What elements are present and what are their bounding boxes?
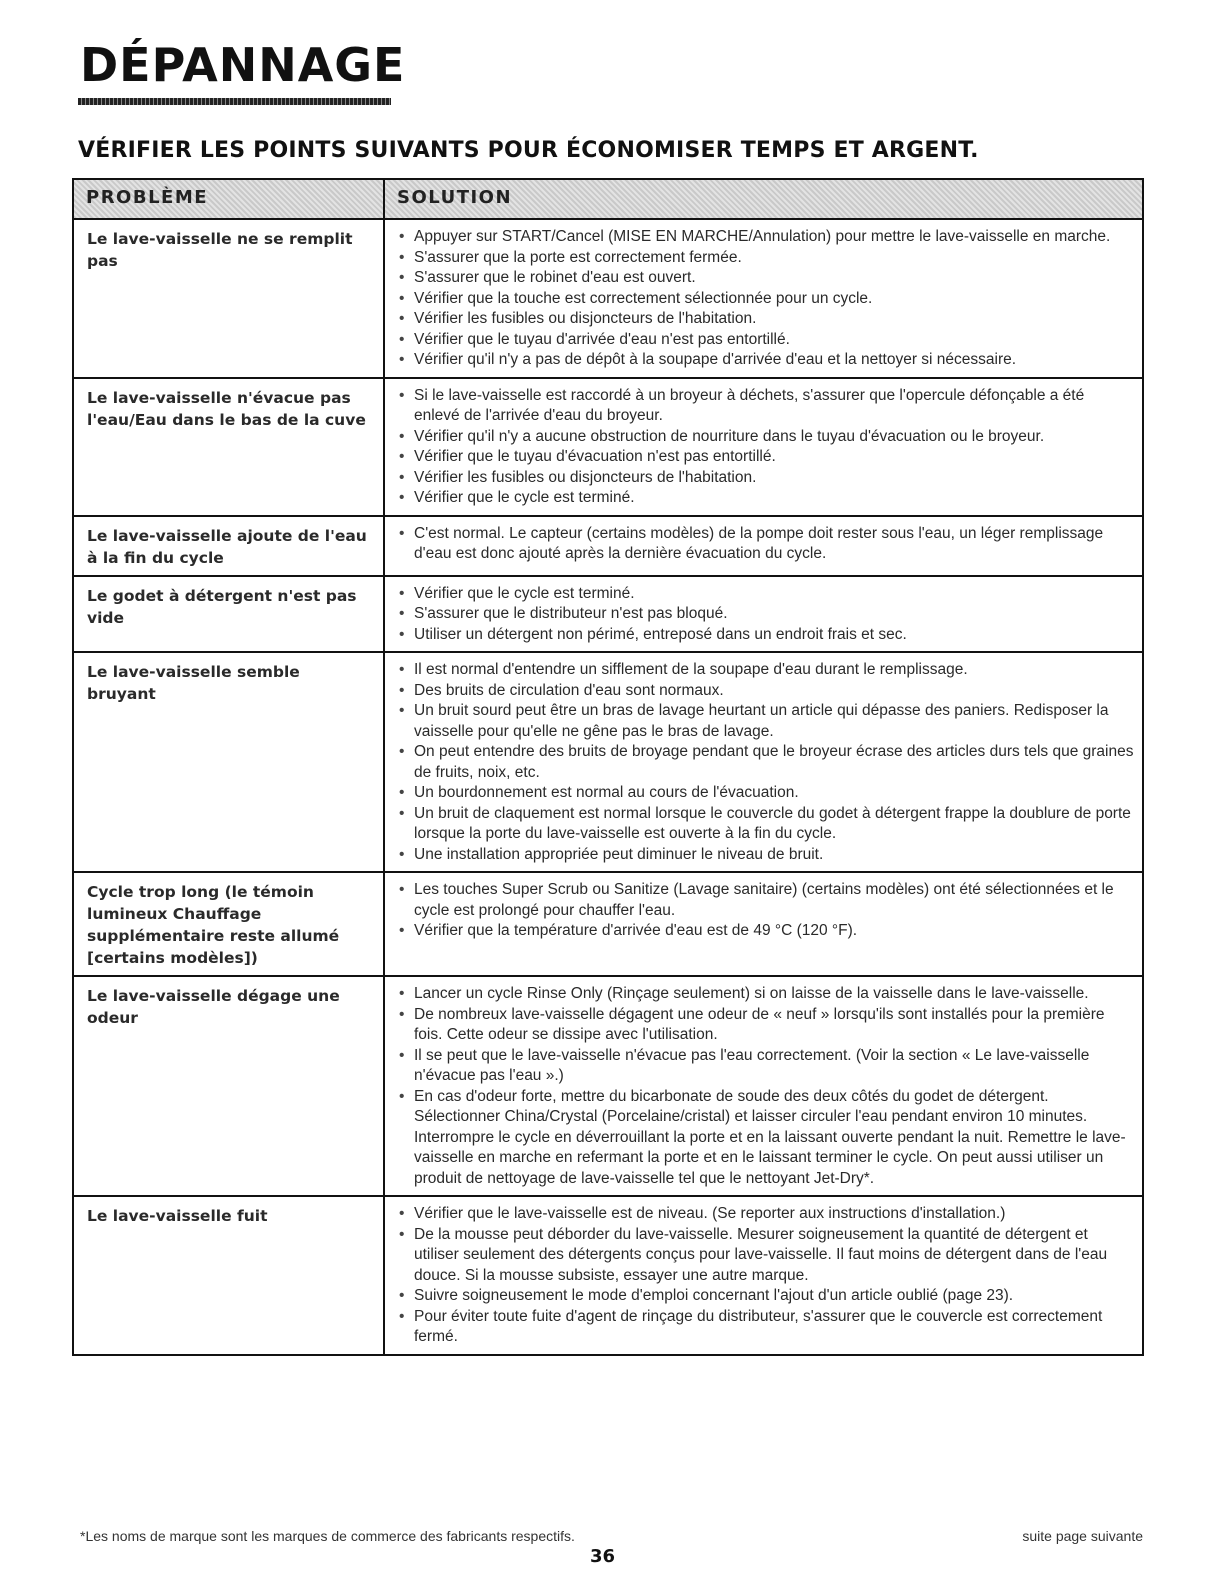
solution-item: • Pour éviter toute fuite d'agent de rinçage du distributeur, s'assurer que le couvercle est correctement fermé.: [397, 1307, 1134, 1348]
page-subtitle: VÉRIFIER LES POINTS SUIVANTS POUR ÉCONOMISER TEMPS ET ARGENT.: [78, 138, 979, 163]
header-solution: SOLUTION: [397, 187, 513, 208]
problem-cell: Le lave-vaisselle dégage une odeur: [74, 977, 385, 1195]
solution-item: • Vérifier que le cycle est terminé.: [397, 488, 1134, 509]
solution-item: • Une installation appropriée peut diminuer le niveau de bruit.: [397, 845, 1134, 866]
problem-cell: Le lave-vaisselle n'évacue pas l'eau/Eau dans le bas de la cuve: [74, 379, 385, 515]
solution-cell: [385, 977, 1142, 1195]
troubleshooting-table: [72, 178, 1144, 1356]
solution-list: [397, 1204, 1134, 1348]
problem-cell: Cycle trop long (le témoin lumineux Chauffage supplémentaire reste allumé [certains modèles]): [74, 873, 385, 975]
solution-item: • On peut entendre des bruits de broyage pendant que le broyeur écrase des articles durs tels que graines de fruits, noix, etc.: [397, 742, 1134, 783]
solution-item: • Utiliser un détergent non périmé, entreposé dans un endroit frais et sec.: [397, 625, 1134, 646]
solution-list: [397, 984, 1134, 1189]
solution-item: • Vérifier que le tuyau d'arrivée d'eau n'est pas entortillé.: [397, 330, 1134, 351]
solution-item: • De nombreux lave-vaisselle dégagent une odeur de « neuf » lorsqu'ils sont installés pour la première fois. Cette odeur se dissipe avec l'utilisation.: [397, 1005, 1134, 1046]
solution-item: • Des bruits de circulation d'eau sont normaux.: [397, 681, 1134, 702]
solution-item: • Vérifier que la température d'arrivée d'eau est de 49 °C (120 °F).: [397, 921, 1134, 942]
solution-item: • Un bruit de claquement est normal lorsque le couvercle du godet à détergent frappe la doublure de porte lorsque la porte du lave-vaisselle est ouverte à la fin du cycle.: [397, 804, 1134, 845]
solution-item: • C'est normal. Le capteur (certains modèles) de la pompe doit rester sous l'eau, un léger remplissage d'eau est donc ajouté après la dernière évacuation du cycle.: [397, 524, 1134, 565]
solution-item: • Vérifier qu'il n'y a aucune obstruction de nourriture dans le tuyau d'évacuation ou le broyeur.: [397, 427, 1134, 448]
solution-item: • Les touches Super Scrub ou Sanitize (Lavage sanitaire) (certains modèles) ont été sélectionnées et le cycle est prolongé pour chauffer l'eau.: [397, 880, 1134, 921]
solution-list: [397, 880, 1134, 942]
solution-item: • Lancer un cycle Rinse Only (Rinçage seulement) si on laisse de la vaisselle dans le lave-vaisselle.: [397, 984, 1134, 1005]
solution-item: • S'assurer que la porte est correctement fermée.: [397, 248, 1134, 269]
solution-item: • Appuyer sur START/Cancel (MISE EN MARCHE/Annulation) pour mettre le lave-vaisselle en marche.: [397, 227, 1134, 248]
solution-item: • Vérifier les fusibles ou disjoncteurs de l'habitation.: [397, 309, 1134, 330]
table-row: [74, 653, 1142, 873]
solution-item: • Vérifier que le cycle est terminé.: [397, 584, 1134, 605]
solution-item: • En cas d'odeur forte, mettre du bicarbonate de soude des deux côtés du godet de détergent. Sélectionner China/Crystal (Porcelaine/cristal) et laisser circuler l'eau pendant environ 10 minutes. Interrompre le cycle en déverrouillant la porte et en la laissant ouverte pendant la nuit. Remettre le lave-vaisselle en marche en refermant la porte et en le laissant terminer le cycle. On peut aussi utiliser un produit de nettoyage de lave-vaisselle tel que le nettoyant Jet-Dry*.: [397, 1087, 1134, 1190]
solution-item: • Un bourdonnement est normal au cours de l'évacuation.: [397, 783, 1134, 804]
solution-item: • Vérifier que la touche est correctement sélectionnée pour un cycle.: [397, 289, 1134, 310]
solution-cell: [385, 379, 1142, 515]
solution-item: • S'assurer que le robinet d'eau est ouvert.: [397, 268, 1134, 289]
solution-list: [397, 660, 1134, 865]
solution-item: • S'assurer que le distributeur n'est pas bloqué.: [397, 604, 1134, 625]
solution-item: • Vérifier que le lave-vaisselle est de niveau. (Se reporter aux instructions d'installation.): [397, 1204, 1134, 1225]
table-body: [74, 220, 1142, 1354]
solution-item: • De la mousse peut déborder du lave-vaisselle. Mesurer soigneusement la quantité de détergent et utiliser seulement des détergents conçus pour lave-vaisselle. Il faut moins de détergent dans de l'eau douce. Si la mousse subsiste, essayer une autre marque.: [397, 1225, 1134, 1287]
table-row: [74, 873, 1142, 977]
solution-item: • Vérifier qu'il n'y a pas de dépôt à la soupape d'arrivée d'eau et la nettoyer si nécessaire.: [397, 350, 1134, 371]
solution-item: • Suivre soigneusement le mode d'emploi concernant l'ajout d'un article oublié (page 23).: [397, 1286, 1134, 1307]
solution-item: • Si le lave-vaisselle est raccordé à un broyeur à déchets, s'assurer que l'opercule défonçable a été enlevé de l'arrivée d'eau du broyeur.: [397, 386, 1134, 427]
solution-item: • Il se peut que le lave-vaisselle n'évacue pas l'eau correctement. (Voir la section « Le lave-vaisselle n'évacue pas l'eau ».): [397, 1046, 1134, 1087]
title-underline: [78, 98, 391, 105]
table-header-row: [74, 180, 1142, 220]
table-row: [74, 577, 1142, 654]
table-row: [74, 220, 1142, 379]
solution-list: [397, 584, 1134, 646]
solution-item: • Vérifier les fusibles ou disjoncteurs de l'habitation.: [397, 468, 1134, 489]
table-row: [74, 977, 1142, 1197]
problem-cell: Le godet à détergent n'est pas vide: [74, 577, 385, 652]
solution-item: • Vérifier que le tuyau d'évacuation n'est pas entortillé.: [397, 447, 1134, 468]
solution-cell: [385, 1197, 1142, 1354]
table-row: [74, 517, 1142, 577]
header-problem: PROBLÈME: [74, 180, 385, 218]
solution-cell: [385, 653, 1142, 871]
solution-cell: [385, 517, 1142, 575]
footnote: *Les noms de marque sont les marques de commerce des fabricants respectifs.: [80, 1528, 575, 1544]
solution-item: • Il est normal d'entendre un sifflement de la soupape d'eau durant le remplissage.: [397, 660, 1134, 681]
solution-list: [397, 227, 1134, 371]
problem-cell: Le lave-vaisselle ne se remplit pas: [74, 220, 385, 377]
problem-cell: Le lave-vaisselle fuit: [74, 1197, 385, 1354]
solution-cell: [385, 577, 1142, 652]
problem-cell: Le lave-vaisselle semble bruyant: [74, 653, 385, 871]
continued-note: suite page suivante: [1022, 1528, 1143, 1544]
problem-cell: Le lave-vaisselle ajoute de l'eau à la fin du cycle: [74, 517, 385, 575]
solution-cell: [385, 220, 1142, 377]
solution-item: • Un bruit sourd peut être un bras de lavage heurtant un article qui dépasse des paniers. Redisposer la vaisselle pour qu'elle ne gêne pas le bras de lavage.: [397, 701, 1134, 742]
table-row: [74, 1197, 1142, 1354]
table-row: [74, 379, 1142, 517]
solution-list: [397, 524, 1134, 565]
page-title: DÉPANNAGE: [80, 38, 406, 92]
solution-list: [397, 386, 1134, 509]
solution-cell: [385, 873, 1142, 975]
page-number: 36: [590, 1546, 616, 1567]
